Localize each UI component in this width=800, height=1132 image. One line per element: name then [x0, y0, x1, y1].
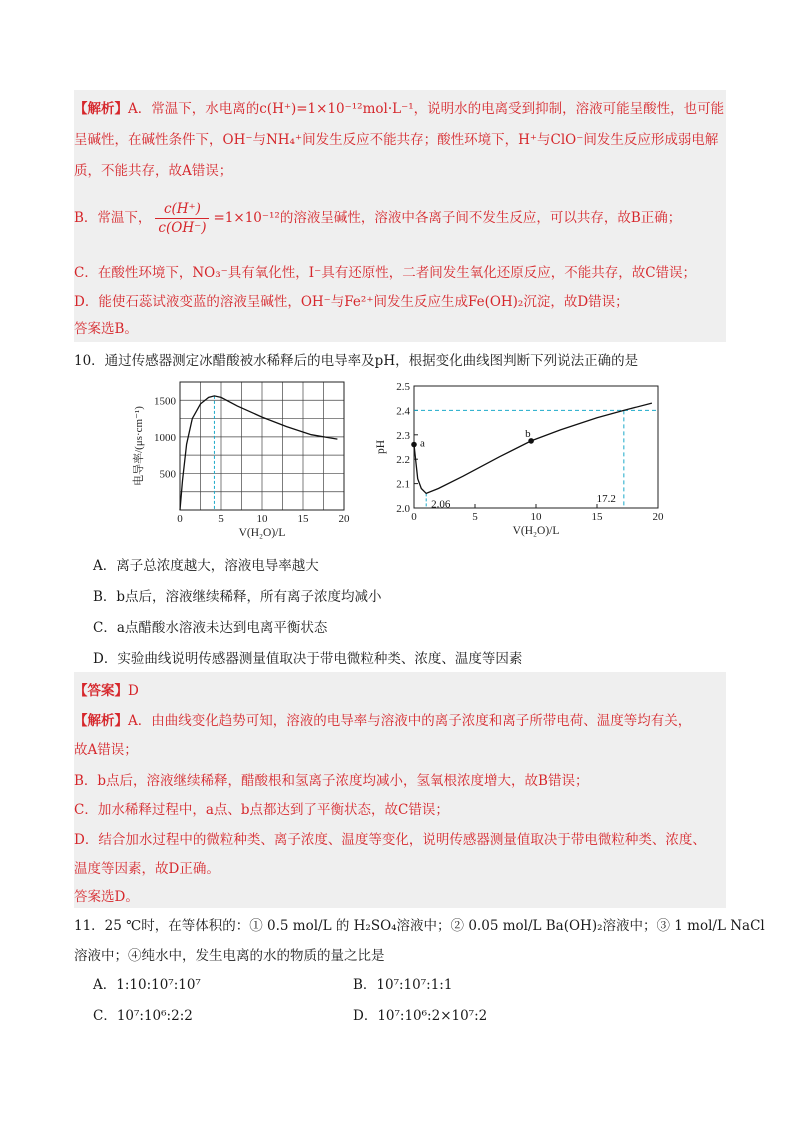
conductivity-chart [128, 376, 348, 546]
fraction-denominator: c(OH⁻) [158, 220, 207, 236]
plot-frame [414, 386, 658, 511]
q11-stem-line1: 11．25 ℃时，在等体积的：① 0.5 mol/L 的 H₂SO₄溶液中；② 0.05 mol/L Ba(OH)₂溶液中；③ 1 mol/L NaCl [74, 918, 765, 934]
y-tick-label: 1000 [154, 431, 176, 444]
point-label-a: a [420, 437, 425, 450]
q10-final-answer: 答案选D。 [74, 889, 139, 905]
b-prefix: B．常温下， [74, 210, 152, 226]
analysis-text: A．常温下，水电离的c(H⁺)=1×10⁻¹²mol·L⁻¹，说明水的电离受到抑制，溶液可能呈酸性，也可能 [128, 101, 725, 117]
y-tick-label: 2.0 [396, 503, 410, 515]
x-tick-label: 20 [338, 513, 350, 525]
q11-option-c: C．10⁷:10⁶:2:2 [93, 1008, 193, 1024]
y-tick-label: 2.5 [396, 381, 410, 393]
point-label-b: b [525, 427, 531, 440]
q9-analysis-b-line [74, 200, 681, 237]
b-suffix: =1×10⁻¹²的溶液呈碱性，溶液中各离子间不发生反应，可以共存，故B正确； [213, 210, 682, 226]
analysis-text: A．由曲线变化趋势可知，溶液的电导率与溶液中的离子浓度和离子所带电荷、温度等均有关， [128, 713, 692, 729]
y-axis-label: pH [375, 439, 387, 455]
x-tick-label: 0 [177, 513, 183, 525]
x-axis-label: V(H₂O)/L [238, 527, 286, 539]
q10-stem: 10．通过传感器测定冰醋酸被水稀释后的电导率及pH，根据变化曲线图判断下列说法正确的是 [74, 353, 639, 369]
x-annotation: 17.2 [596, 493, 616, 505]
q9-analysis-a-line1 [74, 100, 724, 118]
q10-option-b: B．b点后，溶液继续稀释，所有离子浓度均减小 [93, 589, 382, 605]
q10-option-c: C．a点醋酸水溶液未达到电离平衡状态 [93, 620, 328, 636]
q10-analysis-d-line1: D．结合加水过程中的微粒种类、离子浓度、温度等变化，说明传感器测量值取决于带电微粒种类、浓度、 [74, 832, 706, 848]
ratio-fraction [155, 200, 209, 237]
y-tick-label: 500 [159, 468, 176, 481]
y-tick-label: 2.4 [396, 405, 410, 418]
answer-value: D [128, 683, 139, 699]
ph-chart [368, 376, 668, 546]
q10-analysis-d-line2: 温度等因素，故D正确。 [74, 861, 220, 877]
x-tick-label: 5 [218, 513, 224, 525]
q9-analysis-a-line3: 质，不能共存，故A错误； [74, 163, 233, 179]
x-tick-label: 5 [472, 511, 478, 523]
y-tick-label: 1500 [154, 395, 176, 408]
conductivity-curve [180, 396, 337, 510]
q10-analysis-b-line: B．b点后，溶液继续稀释，醋酸根和氢离子浓度均减小，氢氧根浓度增大，故B错误； [74, 773, 589, 789]
y-tick-label: 2.2 [396, 454, 410, 467]
x-tick-label: 20 [652, 511, 664, 523]
answer-tag: 【答案】 [74, 683, 128, 699]
q10-option-d: D．实验曲线说明传感器测量值取决于带电微粒种类、浓度、温度等因素 [93, 651, 523, 667]
x-tick-label: 10 [530, 511, 542, 523]
q9-analysis-c-line: C．在酸性环境下，NO₃⁻具有氧化性，I⁻具有还原性，二者间发生氧化还原反应，不能共存，故C错误； [74, 265, 697, 281]
q11-option-d: D．10⁷:10⁶:2×10⁷:2 [353, 1008, 488, 1024]
q10-analysis-c-line: C．加水稀释过程中，a点、b点都达到了平衡状态，故C错误； [74, 802, 449, 818]
data-point-a [411, 442, 417, 448]
q11-option-b: B．10⁷:10⁷:1:1 [353, 977, 453, 993]
x-tick-label: 0 [411, 511, 417, 523]
q9-analysis-a-line2: 呈碱性，在碱性条件下，OH⁻与NH₄⁺间发生反应不能共存；酸性环境下，H⁺与ClO⁻间发生反应形成弱电解 [74, 132, 719, 148]
y-tick-label: 2.1 [396, 478, 410, 491]
q10-option-a: A．离子总浓度越大，溶液电导率越大 [93, 558, 319, 574]
q11-option-a: A．1:10:10⁷:10⁷ [93, 977, 201, 993]
x-tick-label: 10 [256, 513, 268, 525]
x-tick-label: 15 [591, 511, 603, 523]
min-annotation: 2.06 [431, 498, 451, 511]
q10-analysis-a-line1 [74, 712, 691, 730]
q9-answer: 答案选B。 [74, 321, 138, 337]
fraction-numerator: c(H⁺) [155, 200, 209, 219]
q9-analysis-d-line: D．能使石蕊试液变蓝的溶液呈碱性，OH⁻与Fe²⁺间发生反应生成Fe(OH)₂沉淀，故D错误； [74, 294, 629, 310]
analysis-tag: 【解析】 [74, 101, 128, 117]
q10-analysis-a-line2: 故A错误； [74, 742, 138, 758]
y-axis-label: 电导率/(μs·cm⁻¹) [133, 406, 145, 486]
q11-stem-line2: 溶液中；④纯水中，发生电离的水的物质的量之比是 [74, 948, 385, 964]
x-tick-label: 15 [297, 513, 309, 525]
analysis-tag: 【解析】 [74, 713, 128, 729]
ph-curve [414, 403, 652, 493]
q10-answer-line [74, 682, 139, 700]
x-axis-label: V(H₂O)/L [512, 525, 560, 537]
y-tick-label: 2.3 [396, 429, 410, 442]
